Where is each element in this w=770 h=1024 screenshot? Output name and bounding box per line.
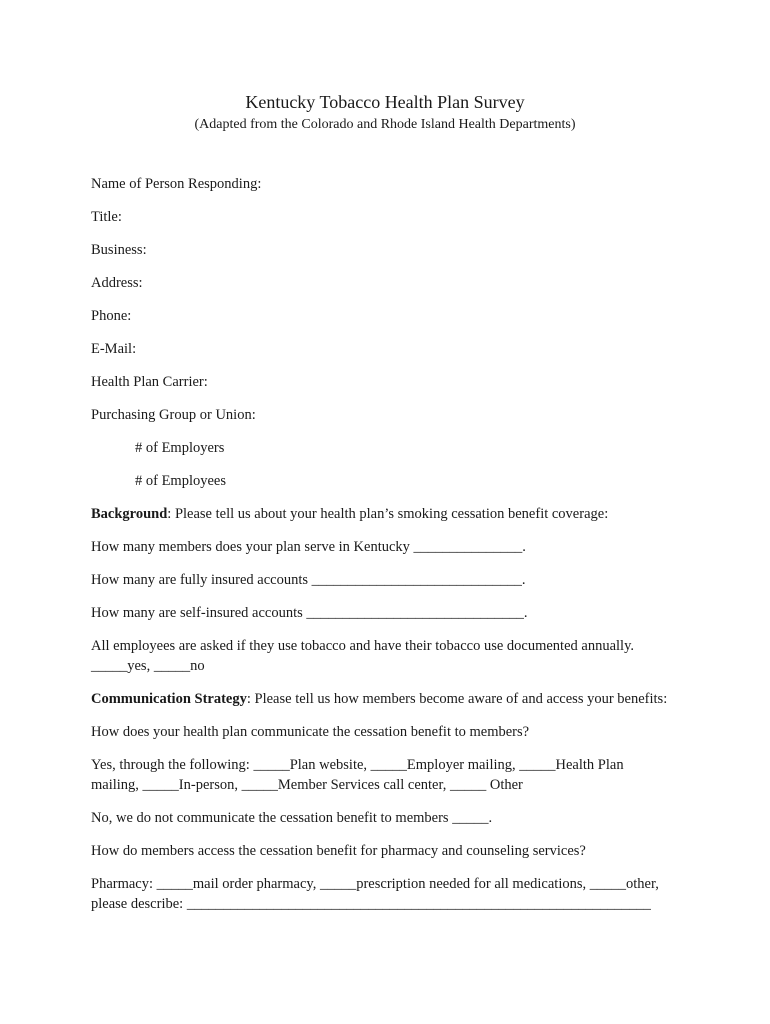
field-employees-label: # of Employees: [135, 473, 227, 489]
background-q2: How many are fully insured accounts _____________________________.: [91, 572, 526, 588]
communication-q5-line2: please describe: ________________________________________________________________: [91, 896, 651, 912]
communication-q1: How does your health plan communicate the cessation benefit to members?: [91, 724, 530, 740]
background-heading: Background: [91, 506, 168, 522]
background-intro: [91, 504, 691, 524]
communication-q2-line1: Yes, through the following: _____Plan website, _____Employer mailing, _____Health Plan: [91, 757, 624, 773]
field-name-label: Name of Person Responding:: [91, 176, 262, 192]
document-title: Kentucky Tobacco Health Plan Survey: [245, 92, 525, 112]
communication-q2-line2: mailing, _____In-person, _____Member Services call center, _____ Other: [91, 777, 523, 793]
field-email-label: E-Mail:: [91, 341, 137, 357]
background-text: : Please tell us about your health plan’s smoking cessation benefit coverage:: [167, 506, 609, 522]
communication-heading: Communication Strategy: [91, 691, 247, 707]
communication-q4: How do members access the cessation benefit for pharmacy and counseling services?: [91, 843, 586, 859]
field-purchasing-label: Purchasing Group or Union:: [91, 407, 256, 423]
field-business-label: Business:: [91, 242, 147, 258]
field-title-label: Title:: [91, 209, 122, 225]
communication-intro: [91, 689, 691, 709]
communication-q5-line1: Pharmacy: _____mail order pharmacy, _____prescription needed for all medications, _____other,: [91, 876, 659, 892]
field-phone-label: Phone:: [91, 308, 132, 324]
field-employers-label: # of Employers: [135, 440, 225, 456]
field-carrier-label: Health Plan Carrier:: [91, 374, 208, 390]
document-subtitle: (Adapted from the Colorado and Rhode Island Health Departments): [194, 117, 576, 132]
communication-q3: No, we do not communicate the cessation benefit to members _____.: [91, 810, 493, 826]
background-q3: How many are self-insured accounts ______________________________.: [91, 605, 528, 621]
background-q4-line2: _____yes, _____no: [91, 658, 205, 674]
communication-text: : Please tell us how members become aware of and access your benefits:: [246, 691, 668, 707]
field-address-label: Address:: [91, 275, 143, 291]
background-q1: How many members does your plan serve in Kentucky _______________.: [91, 539, 526, 555]
background-q4-line1: All employees are asked if they use tobacco and have their tobacco use documented annually.: [91, 638, 635, 654]
